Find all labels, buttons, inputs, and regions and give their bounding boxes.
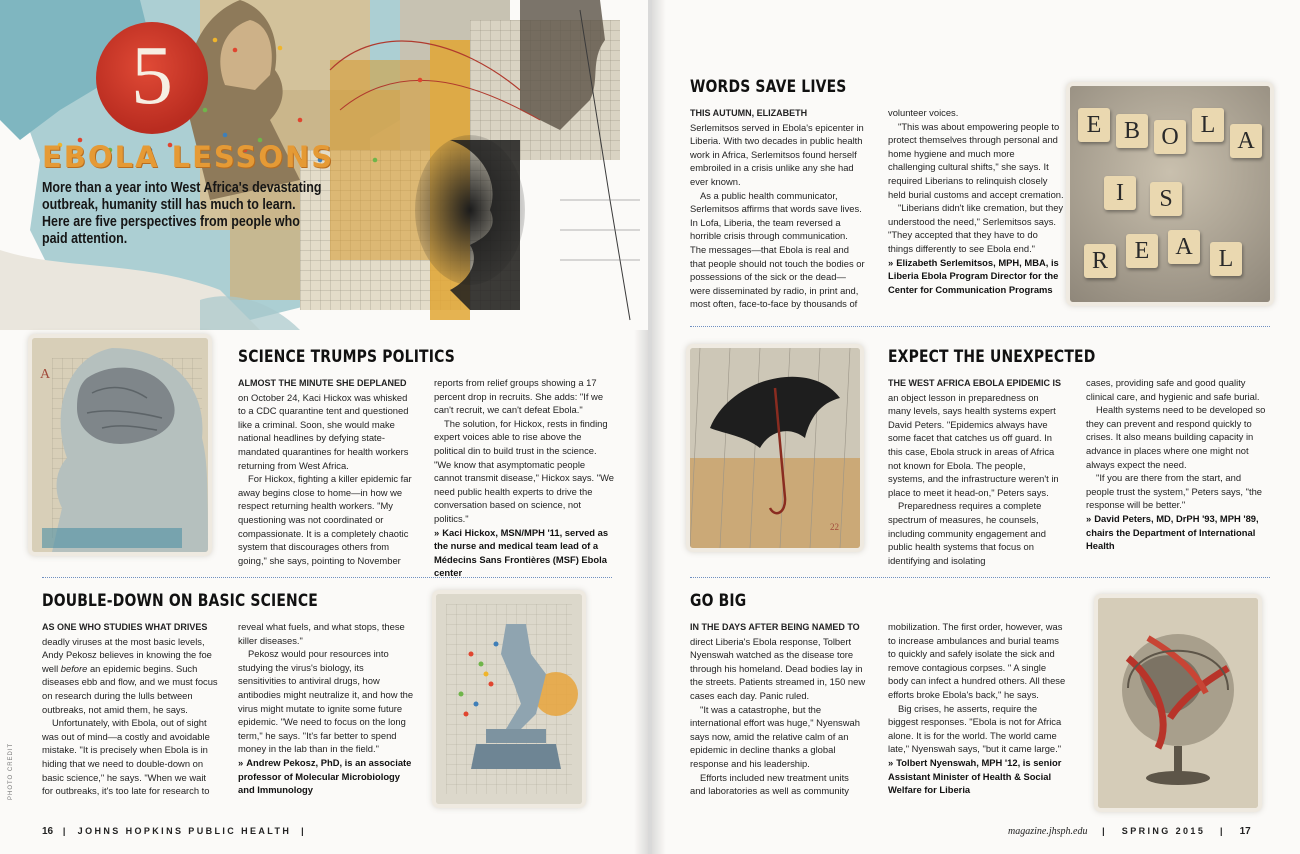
gobig-paragraph-4: mobilization. The first order, however, was to increase ambulances and burial teams to quickly and safely isolate the sick and remove contagious corpses. " A single body can infect a hundred others. All these efforts broke Ebola's back," he says. [888,621,1066,700]
tile-letter: S [1150,182,1182,216]
words-paragraph-3: volunteer voices. [888,107,959,118]
expect-column-2 [1086,376,1266,553]
science-lead-in: ALMOST THE MINUTE SHE DEPLANED [238,378,407,388]
tile-letter: A [1168,230,1200,264]
lesson-number: 5 [131,29,173,122]
words-credit: Elizabeth Serlemitsos, MPH, MBA, is Liberia Ebola Program Director for the Center for Communication Programs [888,256,1059,295]
section-divider [690,326,1270,327]
left-page-number: 16 [42,826,54,837]
tiles-row-2 [1104,176,1182,216]
expect-lead-in: THE WEST AFRICA EBOLA EPIDEMIC IS [888,378,1062,388]
science-column-2 [434,376,614,580]
words-paragraph-4: "This was about empowering people to protect themselves through personal and home hygiene and much more challenging cultural shifts," she says. It required Liberians to relinquish closely held burial customs and accept cremation. [888,120,1064,200]
feature-intro: More than a year into West Africa's devastating outbreak, humanity still has much to learn. Here are five perspectives from people who paid attention. [42,180,322,247]
science-credit: Kaci Hickox, MSN/MPH '11, served as the nurse and medical team lead of a Médecins Sans Frontières (MSF) Ebola center [434,526,609,579]
left-folio [42,826,306,837]
tile-letter: L [1192,108,1224,142]
gobig-column-2 [888,620,1068,797]
issue-season: SPRING 2015 [1121,826,1206,836]
tile-letter: A [1230,124,1262,158]
umbrella-art [690,348,860,548]
basic-paragraph-1a: deadly viruses at the most basic levels, Andy Pekosz believes in knowing the foe well [42,635,212,674]
words-column-1 [690,106,866,311]
right-folio [1008,826,1251,837]
scrabble-tiles-illustration [1070,86,1270,302]
basic-column-2 [238,620,414,797]
feature-title: EBOLA LESSONS [42,140,335,174]
tile-letter: E [1126,234,1158,268]
globe-art [1098,598,1258,808]
left-page [0,0,648,854]
words-paragraph-5: "Liberians didn't like cremation, but they understood the need," Serlemitsos says. "They accepted that they have to do things differently to see Ebola end." [888,202,1064,254]
lesson-number-badge [96,22,208,134]
words-paragraph-1: Serlemitsos served in Ebola's epicenter in Liberia. With two decades in public health work in Africa, Serlemitsos found herself embroiled in a crisis unlike any she had ever known. [690,121,864,187]
folio-separator: | [1210,826,1235,836]
credit-chevron-icon: » [238,756,244,768]
brain-profile-art [32,338,208,552]
left-magazine-title: JOHNS HOPKINS PUBLIC HEALTH [77,826,292,836]
gobig-paragraph-5: Big crises, he asserts, require the biggest responses. "Ebola is not for Africa alone. It is for the world. The world came late," Nyenswah says, "but it came large." [888,702,1062,755]
basic-paragraph-2: Unfortunately, with Ebola, out of sight was out of mind—a costly and avoidable mistake. "It is precisely when Ebola is in hiding that we need to double-down on basic science," he says. "When we wait for outbreaks, it's too late for research to [42,717,210,797]
gobig-column-1 [690,620,866,798]
credit-chevron-icon: » [434,526,440,538]
basic-lead-in: AS ONE WHO STUDIES WHAT DRIVES [42,622,208,632]
tile-letter: O [1154,120,1186,154]
science-column-1 [238,376,414,567]
expect-paragraph-4: Health systems need to be developed so they can prevent and respond quickly to crises. It also means building capacity in advance in places where one might not always expect the need. [1086,404,1266,470]
gobig-paragraph-3: Efforts included new treatment units and laboratories as well as community [690,771,849,797]
folio-separator: | [58,826,73,836]
credit-chevron-icon: » [1086,512,1092,524]
expect-paragraph-2: Preparedness requires a complete spectrum of measures, he counsels, including community engagement and public health systems that focus on identifying and isolating [888,500,1046,566]
gobig-credit: Tolbert Nyenswah, MPH '12, is senior Assistant Minister of Health & Social Welfare for Liberia [888,756,1062,796]
magazine-url: magazine.jhsph.edu [1008,826,1088,837]
words-paragraph-2: As a public health communicator, Serlemitsos affirms that words save lives. In Lofa, Liberia, the team reversed a horrible crisis through communication. The messages—that Ebola is real and that people should not touch the bodies or possessions of the sick or the dead—were disseminated by radio, in print and, most often, face-to-face by thousands of [690,189,865,310]
section-divider [690,577,1270,578]
gobig-lead-in: IN THE DAYS AFTER BEING NAMED TO [690,622,860,632]
brain-profile-illustration [32,338,208,552]
basic-paragraph-3: reveal what fuels, and what stops, these killer diseases." [238,621,405,646]
words-column-2 [888,106,1064,296]
folio-separator: | [296,826,307,836]
microscope-art [436,594,582,804]
right-page [652,0,1300,854]
credit-chevron-icon: » [888,756,894,768]
science-paragraph-2: For Hickox, fighting a killer epidemic far away begins close to home—in how we respect returning health workers. "My questioning was not coordinated or compassionate. It is a completely chaotic system that discourages others from going," she says, pointing to November [238,473,412,566]
headline-words-save-lives: WORDS SAVE LIVES [690,77,847,97]
science-paragraph-4: The solution, for Hickox, rests in finding expert voices able to rise above the political din to build trust in the science. "We know that asymptomatic people cannot transmit disease," Hickox says. "We need public health experts to drive the conversation based on science, not politics." [434,417,614,524]
gobig-paragraph-2: "It was a catastrophe, but the international effort was huge," Nyenswah says now, amid the relative calm of an epidemic in decline thanks a global response and his leadership. [690,703,860,769]
headline-double-down: DOUBLE-DOWN ON BASIC SCIENCE [42,591,318,611]
expect-paragraph-5: "If you are there from the start, and people trust the system," Peters says, "the response will be better." [1086,472,1263,511]
tile-letter: E [1078,108,1110,142]
credit-chevron-icon: » [888,256,894,268]
basic-credit: Andrew Pekosz, PhD, is an associate professor of Molecular Microbiology and Immunology [238,756,412,796]
tile-letter: B [1116,114,1148,148]
headline-expect-the-unexpected: EXPECT THE UNEXPECTED [888,347,1096,367]
headline-science-trumps-politics: SCIENCE TRUMPS POLITICS [238,347,455,367]
science-paragraph-3: reports from relief groups showing a 17 percent drop in recruits. She adds: "If we can't recruit, we can't defeat Ebola." [434,377,604,416]
basic-column-1 [42,620,218,798]
globe-illustration [1098,598,1258,808]
folio-separator: | [1092,826,1117,836]
tile-letter: L [1210,242,1242,276]
photo-credit: PHOTO CREDIT [8,742,14,800]
expect-paragraph-3: cases, providing safe and good quality clinical care, and hygienic and safe burial. [1086,377,1260,402]
tiles-row-1 [1078,108,1262,158]
basic-paragraph-1-emphasis: before [60,662,88,674]
words-lead-in: THIS AUTUMN, ELIZABETH [690,108,808,118]
headline-go-big: GO BIG [690,591,747,611]
expect-credit: David Peters, MD, DrPH '93, MPH '89, chairs the Department of International Health [1086,512,1259,552]
science-paragraph-1: on October 24, Kaci Hickox was whisked to a CDC quarantine tent and questioned like a criminal. Soon, she would make national headlines by defying state-mandated quarantines for health workers returning from West Africa. [238,391,409,471]
expect-paragraph-1: an object lesson in preparedness on many levels, says health systems expert David Peters. "Epidemics always have some facet that catches us off guard. In this case, Ebola struck in areas of Africa not known for Ebola. The people, systems, and the infrastructure weren't in place to meet it head-on," Peters says. [888,391,1059,498]
microscope-illustration [436,594,582,804]
tile-letter: R [1084,244,1116,278]
svg-text:A: A [40,367,51,382]
basic-paragraph-1b: an epidemic begins. Such diseases ebb and flow, and we must focus on research during the lulls between outbreaks, not amid them, he says. [42,662,218,715]
svg-text:22: 22 [830,522,839,532]
right-page-number: 17 [1239,826,1251,837]
basic-paragraph-4: Pekosz would pour resources into studying the virus's biology, its sensitivities to antiviral drugs, how antibodies might neutralize it, and how the virus might mutate to ignite some future epidemic. "We need to focus on the long term," he says. "It's far better to spend money in the lab than in the field." [238,648,414,755]
umbrella-illustration [690,348,860,548]
tile-letter: I [1104,176,1136,210]
hero-collage [0,0,648,330]
expect-column-1 [888,376,1064,567]
gobig-paragraph-1: direct Liberia's Ebola response, Tolbert Nyenswah watched as the disease tore through his homeland. Dead bodies lay in the streets. Patients streamed in, 150 new cases each day. Panic ruled. [690,635,866,701]
section-divider [42,577,612,578]
gutter-shadow [652,0,666,854]
tiles-row-3 [1084,234,1242,278]
